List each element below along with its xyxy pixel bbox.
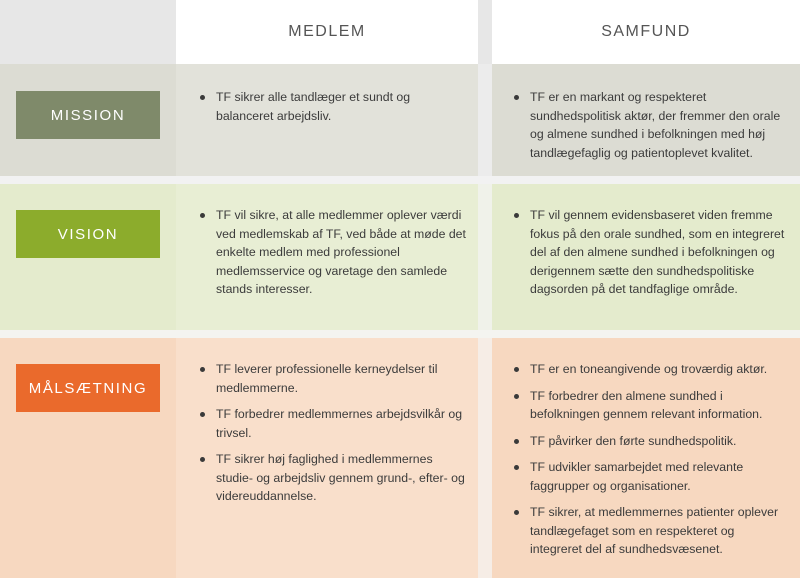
cell-maalsaetning-medlem: [198, 360, 466, 514]
bullet-item: TF sikrer alle tandlæger et sundt og balanceret arbejdsliv.: [198, 88, 466, 125]
cell-mission-samfund: [512, 88, 788, 170]
cell-maalsaetning-samfund: [512, 360, 788, 567]
cell-mission-medlem: [198, 88, 466, 133]
bullet-item: TF forbedrer medlemmernes arbejdsvilkår og trivsel.: [198, 405, 466, 442]
column-header-samfund: SAMFUND: [601, 23, 691, 40]
row-divider: [478, 64, 492, 176]
bullet-item: TF er en toneangivende og troværdig aktør.: [512, 360, 788, 379]
column-header-medlem: MEDLEM: [288, 23, 366, 40]
bullet-item: TF leverer professionelle kerneydelser til medlemmerne.: [198, 360, 466, 397]
bullet-item: TF forbedrer den almene sundhed i befolkningen gennem relevant information.: [512, 387, 788, 424]
row-spacer: [0, 176, 800, 184]
row-divider: [478, 184, 492, 330]
row-spacer: [0, 330, 800, 338]
bullet-item: TF vil gennem evidensbaseret viden fremme fokus på den orale sundhed, som en integreret del af den almene sundhed i befolkningen og derigennem sætte den sundhedspolitiske dagsorden på det tandfaglige område.: [512, 206, 788, 299]
badge-vision: VISION: [16, 210, 160, 258]
bullet-item: TF påvirker den førte sundhedspolitik.: [512, 432, 788, 451]
cell-vision-medlem: [198, 206, 466, 307]
bullet-item: TF sikrer, at medlemmernes patienter oplever tandlægefaget som en respekteret og integreret del af sundhedsvæsenet.: [512, 503, 788, 559]
bullet-item: TF udvikler samarbejdet med relevante faggrupper og organisationer.: [512, 458, 788, 495]
row-divider: [478, 338, 492, 578]
cell-vision-samfund: [512, 206, 788, 307]
bullet-item: TF vil sikre, at alle medlemmer oplever værdi ved medlemskab af TF, ved både at møde det enkelte medlem med professionel medlemsservice og varetage den samlede stands interesser.: [198, 206, 466, 299]
badge-maalsaetning: MÅLSÆTNING: [16, 364, 160, 412]
header-corner: [0, 0, 176, 64]
badge-mission: MISSION: [16, 91, 160, 139]
bullet-item: TF er en markant og respekteret sundhedspolitisk aktør, der fremmer den orale og almene sundhed i befolkningen med høj tandlægefaglig og patientoplevet kvalitet.: [512, 88, 788, 162]
bullet-item: TF sikrer høj faglighed i medlemmernes studie- og arbejdsliv gennem grund-, efter- og videreuddannelse.: [198, 450, 466, 506]
header-divider: [478, 0, 492, 64]
